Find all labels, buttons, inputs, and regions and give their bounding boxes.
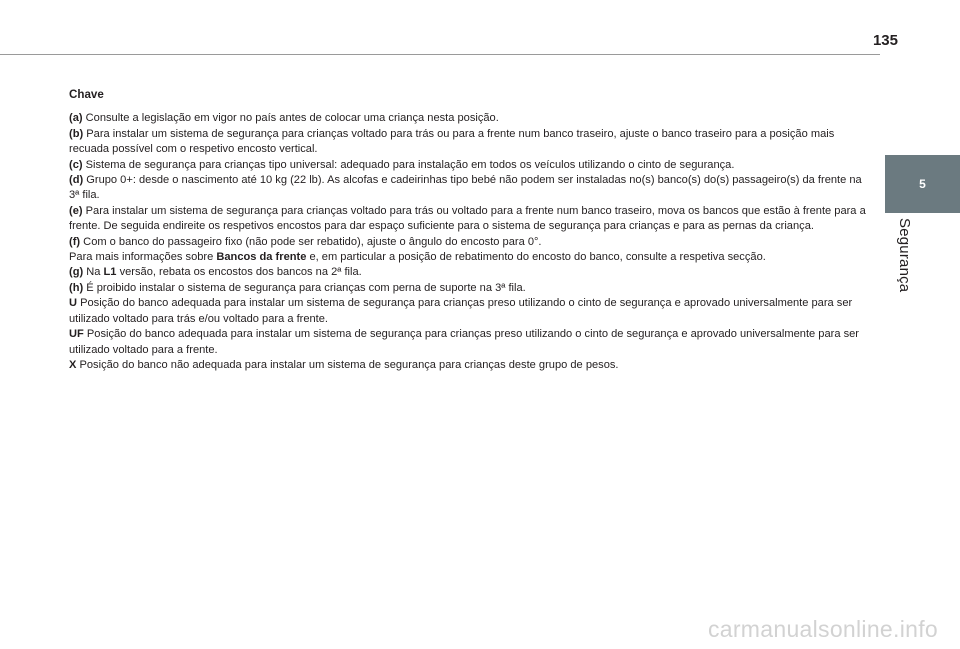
chapter-tab[interactable] [885, 155, 960, 213]
entry-x [69, 358, 869, 373]
entry-g [69, 265, 869, 280]
content-body [69, 87, 869, 373]
entry-c [69, 158, 869, 173]
entry-text: Para mais informações sobre [69, 251, 217, 264]
watermark: carmanualsonline.info [707, 616, 938, 642]
entry-text: e, em particular a posição de rebatimento do encosto do banco, consulte a respetiva secção. [306, 251, 766, 264]
entry-h [69, 281, 869, 296]
version-label: L1 [103, 266, 117, 279]
entry-key: (a) [69, 112, 83, 125]
entry-text: Para instalar um sistema de segurança para crianças voltado para trás ou voltado para a frente num banco traseiro, mova os bancos que estão à frente para a frente. De seguida endireite os respetivos encostos para dar espaço suficiente para o sistema de segurança para crianças e para as pernas da criança. [69, 204, 866, 233]
entry-f [69, 235, 869, 250]
entry-key: (e) [69, 204, 83, 217]
entry-key: (f) [69, 235, 81, 248]
entry-text: Consulte a legislação em vigor no país antes de colocar uma criança nesta posição. [82, 112, 499, 125]
entry-a [69, 111, 869, 126]
entry-key: X [69, 358, 77, 371]
entry-uf [69, 327, 869, 358]
entry-key: (d) [69, 174, 84, 187]
entry-text: Posição do banco adequada para instalar um sistema de segurança para crianças preso utilizando o cinto de segurança e aprovado universalmente para ser utilizado voltado para trás e/ou voltado para a frente. [69, 297, 853, 325]
entry-key: UF [69, 328, 84, 341]
header-divider [0, 54, 880, 55]
page-number: 135 [872, 32, 898, 49]
section-title: Segurança [896, 218, 913, 293]
entry-text: Na [83, 266, 104, 279]
front-seats-link: Bancos da frente [216, 251, 307, 264]
key-heading: Chave [69, 88, 104, 101]
entry-text: Para instalar um sistema de segurança para crianças voltado para trás ou para a frente num banco traseiro, ajuste o banco traseiro para a posição mais recuada possível com o respetivo encosto vertical. [69, 127, 835, 156]
entry-key: U [69, 297, 78, 310]
entry-text: versão, rebata os encostos dos bancos na 2ª fila. [116, 266, 362, 279]
entry-b [69, 127, 869, 158]
entry-e [69, 204, 869, 235]
entry-text: Com o banco do passageiro fixo (não pode ser rebatido), ajuste o ângulo do encosto para 0°. [80, 235, 542, 248]
entry-text: Sistema de segurança para crianças tipo universal: adequado para instalação em todos os veículos utilizando o cinto de segurança. [82, 158, 735, 171]
entry-text: Posição do banco não adequada para instalar um sistema de segurança para crianças deste grupo de pesos. [76, 358, 619, 371]
entry-u [69, 296, 869, 327]
entry-key: (b) [69, 127, 84, 140]
entry-key: (c) [69, 158, 83, 171]
entry-d [69, 173, 869, 204]
entry-key: (g) [69, 266, 84, 279]
entry-text: Grupo 0+: desde o nascimento até 10 kg (22 lb). As alcofas e cadeirinhas tipo bebé não podem ser instaladas no(s) banco(s) do(s) passageiro(s) da frente na 3ª fila. [69, 174, 862, 202]
chapter-number: 5 [919, 177, 926, 191]
front-seats-note [69, 250, 869, 265]
entry-text: É proibido instalar o sistema de segurança para crianças com perna de suporte na 3ª fila. [83, 281, 526, 294]
entry-text: Posição do banco adequada para instalar um sistema de segurança para crianças preso utilizando o cinto de segurança e aprovado universalmente para ser utilizado voltado para a frente. [69, 328, 859, 356]
entry-key: (h) [69, 281, 84, 294]
